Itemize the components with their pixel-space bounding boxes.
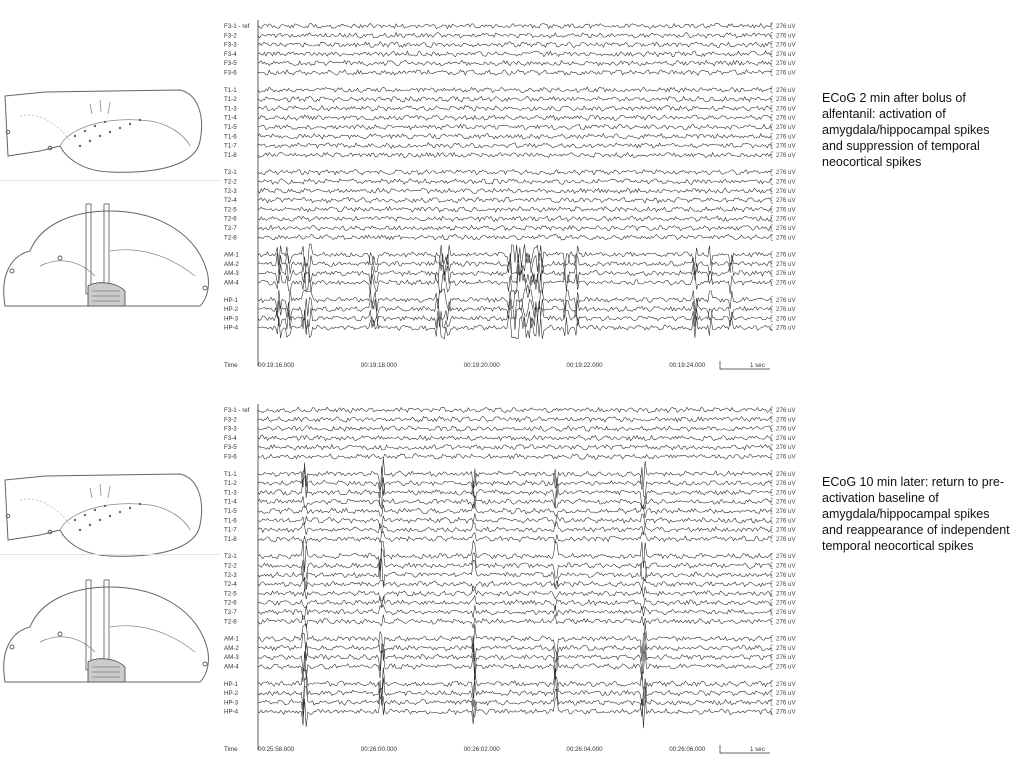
scale-label: 276 uV — [776, 296, 796, 304]
scale-label: 276 uV — [776, 535, 796, 543]
channel-label: AM-1 — [224, 251, 239, 259]
scale-bracket — [771, 169, 773, 175]
channel-trace — [258, 687, 772, 717]
channel-trace — [258, 504, 772, 518]
channel-trace — [258, 188, 772, 194]
channel-label: HP-2 — [224, 306, 239, 314]
channel-trace — [258, 42, 772, 48]
scale-bracket — [771, 517, 773, 523]
channel-trace — [258, 615, 772, 629]
channel-label: AM-2 — [224, 644, 239, 652]
channel-label: AM-3 — [224, 270, 239, 278]
channel-trace — [258, 289, 772, 311]
scale-label: 276 uV — [776, 260, 796, 268]
channel-trace — [258, 541, 772, 573]
scale-bracket — [771, 315, 773, 321]
channel-label: HP-4 — [224, 324, 239, 332]
channel-label: T2-6 — [224, 599, 237, 607]
time-tick-label: 00:26:00.000 — [360, 746, 397, 753]
channel-trace — [258, 152, 772, 157]
scale-label: 276 uV — [776, 644, 796, 652]
time-tick-label: 00:19:20.000 — [463, 362, 500, 369]
scale-label: 276 uV — [776, 142, 796, 150]
channel-label: F3-2 — [224, 416, 237, 424]
scale-label: 276 uV — [776, 96, 796, 104]
channel-label: T1-2 — [224, 96, 237, 104]
channel-trace — [258, 426, 772, 432]
scale-label: 276 uV — [776, 50, 796, 58]
channel-trace — [258, 134, 772, 140]
scale-bar-label: 1 sec — [750, 362, 765, 369]
channel-trace — [258, 216, 772, 222]
scale-label: 276 uV — [776, 114, 796, 122]
scale-label: 276 uV — [776, 434, 796, 442]
scale-label: 276 uV — [776, 270, 796, 278]
scale-bracket — [771, 699, 773, 705]
time-tick-label: 00:19:18.000 — [360, 362, 397, 369]
channel-label: F3-3 — [224, 41, 237, 49]
scale-label: 276 uV — [776, 599, 796, 607]
scale-bracket — [771, 645, 773, 651]
time-axis-label: Time — [224, 746, 238, 753]
scale-bracket — [771, 636, 773, 642]
scale-bracket — [771, 536, 773, 542]
scale-label: 276 uV — [776, 618, 796, 626]
ecog-panel-2 — [0, 384, 1024, 768]
scale-bracket — [771, 563, 773, 569]
channel-label: T2-6 — [224, 215, 237, 223]
panel-caption: ECoG 10 min later: return to pre-activation baseline of amygdala/hippocampal spikes and reappearance of independent temporal neocortical spikes — [822, 475, 1010, 553]
channel-label: T1-3 — [224, 489, 237, 497]
scale-label: 276 uV — [776, 699, 796, 707]
channel-label: T2-8 — [224, 234, 237, 242]
brain-coronal-diagram — [0, 572, 215, 692]
scale-label: 276 uV — [776, 425, 796, 433]
channel-trace — [258, 605, 772, 619]
channel-trace — [258, 435, 772, 441]
channel-trace — [258, 124, 772, 130]
channel-label: F3-2 — [224, 32, 237, 40]
channel-label: T1-6 — [224, 517, 237, 525]
channel-trace — [258, 33, 772, 39]
scale-label: 276 uV — [776, 32, 796, 40]
channel-trace — [258, 522, 772, 535]
time-tick-label: 00:25:58.000 — [258, 746, 295, 753]
scale-label: 276 uV — [776, 151, 796, 159]
channel-trace — [258, 445, 772, 450]
scale-label: 276 uV — [776, 69, 796, 77]
channel-label: AM-2 — [224, 260, 239, 268]
scale-label: 276 uV — [776, 663, 796, 671]
ecog-trace-plot — [220, 402, 800, 768]
scale-bracket — [771, 60, 773, 66]
channel-label: T1-6 — [224, 133, 237, 141]
scale-bracket — [771, 590, 773, 596]
channel-trace — [258, 458, 772, 489]
panel-caption: ECoG 2 min after bolus of alfentanil: activation of amygdala/hippocampal spikes and suppression of temporal neocortical spikes — [822, 91, 990, 169]
scale-label: 276 uV — [776, 133, 796, 141]
scale-label: 276 uV — [776, 680, 796, 688]
scale-bracket — [771, 435, 773, 441]
scale-label: 276 uV — [776, 581, 796, 589]
channel-trace — [258, 454, 772, 460]
scale-bracket — [771, 600, 773, 606]
time-tick-label: 00:19:16.000 — [258, 362, 295, 369]
scale-bracket — [771, 270, 773, 276]
channel-label: HP-3 — [224, 699, 239, 707]
scale-label: 276 uV — [776, 178, 796, 186]
time-tick-label: 00:19:22.000 — [566, 362, 603, 369]
channel-label: T1-8 — [224, 535, 237, 543]
channel-label: F3-1 - ref — [224, 407, 250, 414]
scale-label: 276 uV — [776, 508, 796, 515]
time-axis-label: Time — [224, 362, 238, 369]
channel-trace — [258, 169, 772, 175]
channel-trace — [258, 586, 772, 601]
channel-label: HP-1 — [224, 680, 239, 688]
scale-label: 276 uV — [776, 635, 796, 643]
scale-bracket — [771, 32, 773, 38]
channel-label: T2-3 — [224, 571, 237, 579]
channel-label: T1-3 — [224, 105, 237, 113]
channel-label: T2-7 — [224, 225, 237, 232]
brain-lateral-diagram — [0, 470, 205, 562]
scale-label: 276 uV — [776, 251, 796, 259]
channel-trace — [258, 513, 772, 528]
channel-trace — [258, 476, 772, 509]
scale-bracket — [771, 133, 773, 139]
channel-trace — [258, 96, 772, 102]
scale-bracket — [771, 480, 773, 486]
channel-label: T2-5 — [224, 590, 237, 598]
scale-bracket — [771, 70, 773, 76]
scale-label: 276 uV — [776, 169, 796, 177]
channel-label: AM-3 — [224, 654, 239, 662]
scale-label: 276 uV — [776, 453, 796, 461]
scale-label: 276 uV — [776, 23, 796, 30]
scale-label: 276 uV — [776, 553, 796, 561]
scale-label: 276 uV — [776, 279, 796, 287]
channel-trace — [258, 271, 772, 294]
channel-trace — [258, 87, 772, 93]
time-tick-label: 00:19:24.000 — [669, 362, 706, 369]
channel-label: T2-8 — [224, 618, 237, 626]
scale-label: 276 uV — [776, 215, 796, 223]
scale-label: 276 uV — [776, 315, 796, 323]
channel-trace — [258, 532, 772, 545]
channel-label: F3-4 — [224, 434, 237, 442]
channel-trace — [258, 70, 772, 76]
channel-trace — [258, 496, 772, 510]
channel-trace — [258, 244, 772, 267]
scale-label: 276 uV — [776, 324, 796, 332]
channel-label: T2-1 — [224, 169, 237, 177]
scale-label: 276 uV — [776, 609, 796, 616]
channel-label: AM-4 — [224, 663, 239, 671]
channel-trace — [258, 578, 772, 591]
scale-bracket — [771, 690, 773, 696]
channel-trace — [258, 417, 772, 423]
diagram-divider — [0, 180, 220, 181]
scale-label: 276 uV — [776, 197, 796, 205]
channel-label: F3-5 — [224, 444, 237, 452]
channel-label: T2-4 — [224, 581, 237, 589]
channel-trace — [258, 106, 772, 112]
channel-label: F3-3 — [224, 425, 237, 433]
scale-label: 276 uV — [776, 480, 796, 488]
channel-label: T2-2 — [224, 178, 237, 186]
scale-bracket — [771, 42, 773, 48]
scale-label: 276 uV — [776, 206, 796, 214]
channel-trace — [258, 225, 772, 231]
channel-label: F3-4 — [224, 50, 237, 58]
scale-label: 276 uV — [776, 86, 796, 94]
time-tick-label: 00:26:06.000 — [669, 746, 706, 753]
channel-label: T1-7 — [224, 526, 237, 534]
channel-trace — [258, 179, 772, 185]
channel-label: T1-5 — [224, 124, 237, 131]
channel-trace — [258, 677, 772, 709]
channel-label: T1-1 — [224, 86, 237, 94]
scale-label: 276 uV — [776, 124, 796, 131]
channel-trace — [258, 115, 772, 121]
scale-bracket — [771, 87, 773, 93]
scale-label: 276 uV — [776, 562, 796, 570]
channel-label: T2-2 — [224, 562, 237, 570]
channel-trace — [258, 143, 772, 149]
scale-label: 276 uV — [776, 571, 796, 579]
channel-trace — [258, 51, 772, 57]
scale-bracket — [771, 252, 773, 258]
channel-label: HP-1 — [224, 296, 239, 304]
channel-label: T1-4 — [224, 114, 237, 122]
channel-label: HP-3 — [224, 315, 239, 323]
scale-label: 276 uV — [776, 517, 796, 525]
channel-label: T2-5 — [224, 206, 237, 214]
scale-label: 276 uV — [776, 498, 796, 506]
scale-label: 276 uV — [776, 470, 796, 478]
channel-label: T2-1 — [224, 553, 237, 561]
diagram-divider — [0, 554, 220, 555]
scale-label: 276 uV — [776, 654, 796, 662]
ecog-trace-plot — [220, 18, 800, 384]
channel-label: T2-7 — [224, 609, 237, 616]
channel-label: T1-5 — [224, 508, 237, 515]
channel-label: HP-2 — [224, 690, 239, 698]
channel-label: F3-5 — [224, 60, 237, 68]
scale-label: 276 uV — [776, 306, 796, 314]
scale-label: 276 uV — [776, 708, 796, 716]
scale-label: 276 uV — [776, 526, 796, 534]
channel-label: AM-4 — [224, 279, 239, 287]
scale-bracket — [771, 416, 773, 422]
scale-label: 276 uV — [776, 187, 796, 195]
channel-trace — [258, 207, 772, 213]
scale-label: 276 uV — [776, 41, 796, 49]
channel-trace — [258, 60, 772, 66]
channel-trace — [258, 642, 772, 674]
channel-label: T1-2 — [224, 480, 237, 488]
channel-trace — [258, 23, 772, 29]
channel-label: T1-4 — [224, 498, 237, 506]
scale-label: 276 uV — [776, 60, 796, 68]
scale-label: 276 uV — [776, 444, 796, 452]
time-tick-label: 00:26:04.000 — [566, 746, 603, 753]
scale-label: 276 uV — [776, 690, 796, 698]
channel-trace — [258, 549, 772, 581]
channel-label: T2-4 — [224, 197, 237, 205]
scale-bar-label: 1 sec — [750, 746, 765, 753]
channel-trace — [258, 697, 772, 729]
channel-label: T2-3 — [224, 187, 237, 195]
scale-bracket — [771, 572, 773, 578]
scale-label: 276 uV — [776, 416, 796, 424]
channel-trace — [258, 407, 772, 413]
channel-label: F3-1 - ref — [224, 23, 250, 30]
scale-label: 276 uV — [776, 225, 796, 232]
channel-label: HP-4 — [224, 708, 239, 716]
scale-label: 276 uV — [776, 234, 796, 242]
scale-label: 276 uV — [776, 590, 796, 598]
channel-label: AM-1 — [224, 635, 239, 643]
time-tick-label: 00:26:02.000 — [463, 746, 500, 753]
channel-trace — [258, 596, 772, 609]
channel-trace — [258, 235, 772, 241]
channel-label: T1-1 — [224, 470, 237, 478]
scale-label: 276 uV — [776, 407, 796, 414]
scale-bracket — [771, 664, 773, 670]
scale-label: 276 uV — [776, 489, 796, 497]
channel-label: T1-7 — [224, 142, 237, 150]
channel-label: T1-8 — [224, 151, 237, 159]
brain-coronal-diagram — [0, 196, 215, 316]
channel-label: F3-6 — [224, 69, 237, 77]
scale-label: 276 uV — [776, 105, 796, 113]
channel-trace — [258, 197, 772, 203]
channel-label: F3-6 — [224, 453, 237, 461]
brain-lateral-diagram — [0, 86, 205, 178]
scale-bracket — [771, 454, 773, 460]
